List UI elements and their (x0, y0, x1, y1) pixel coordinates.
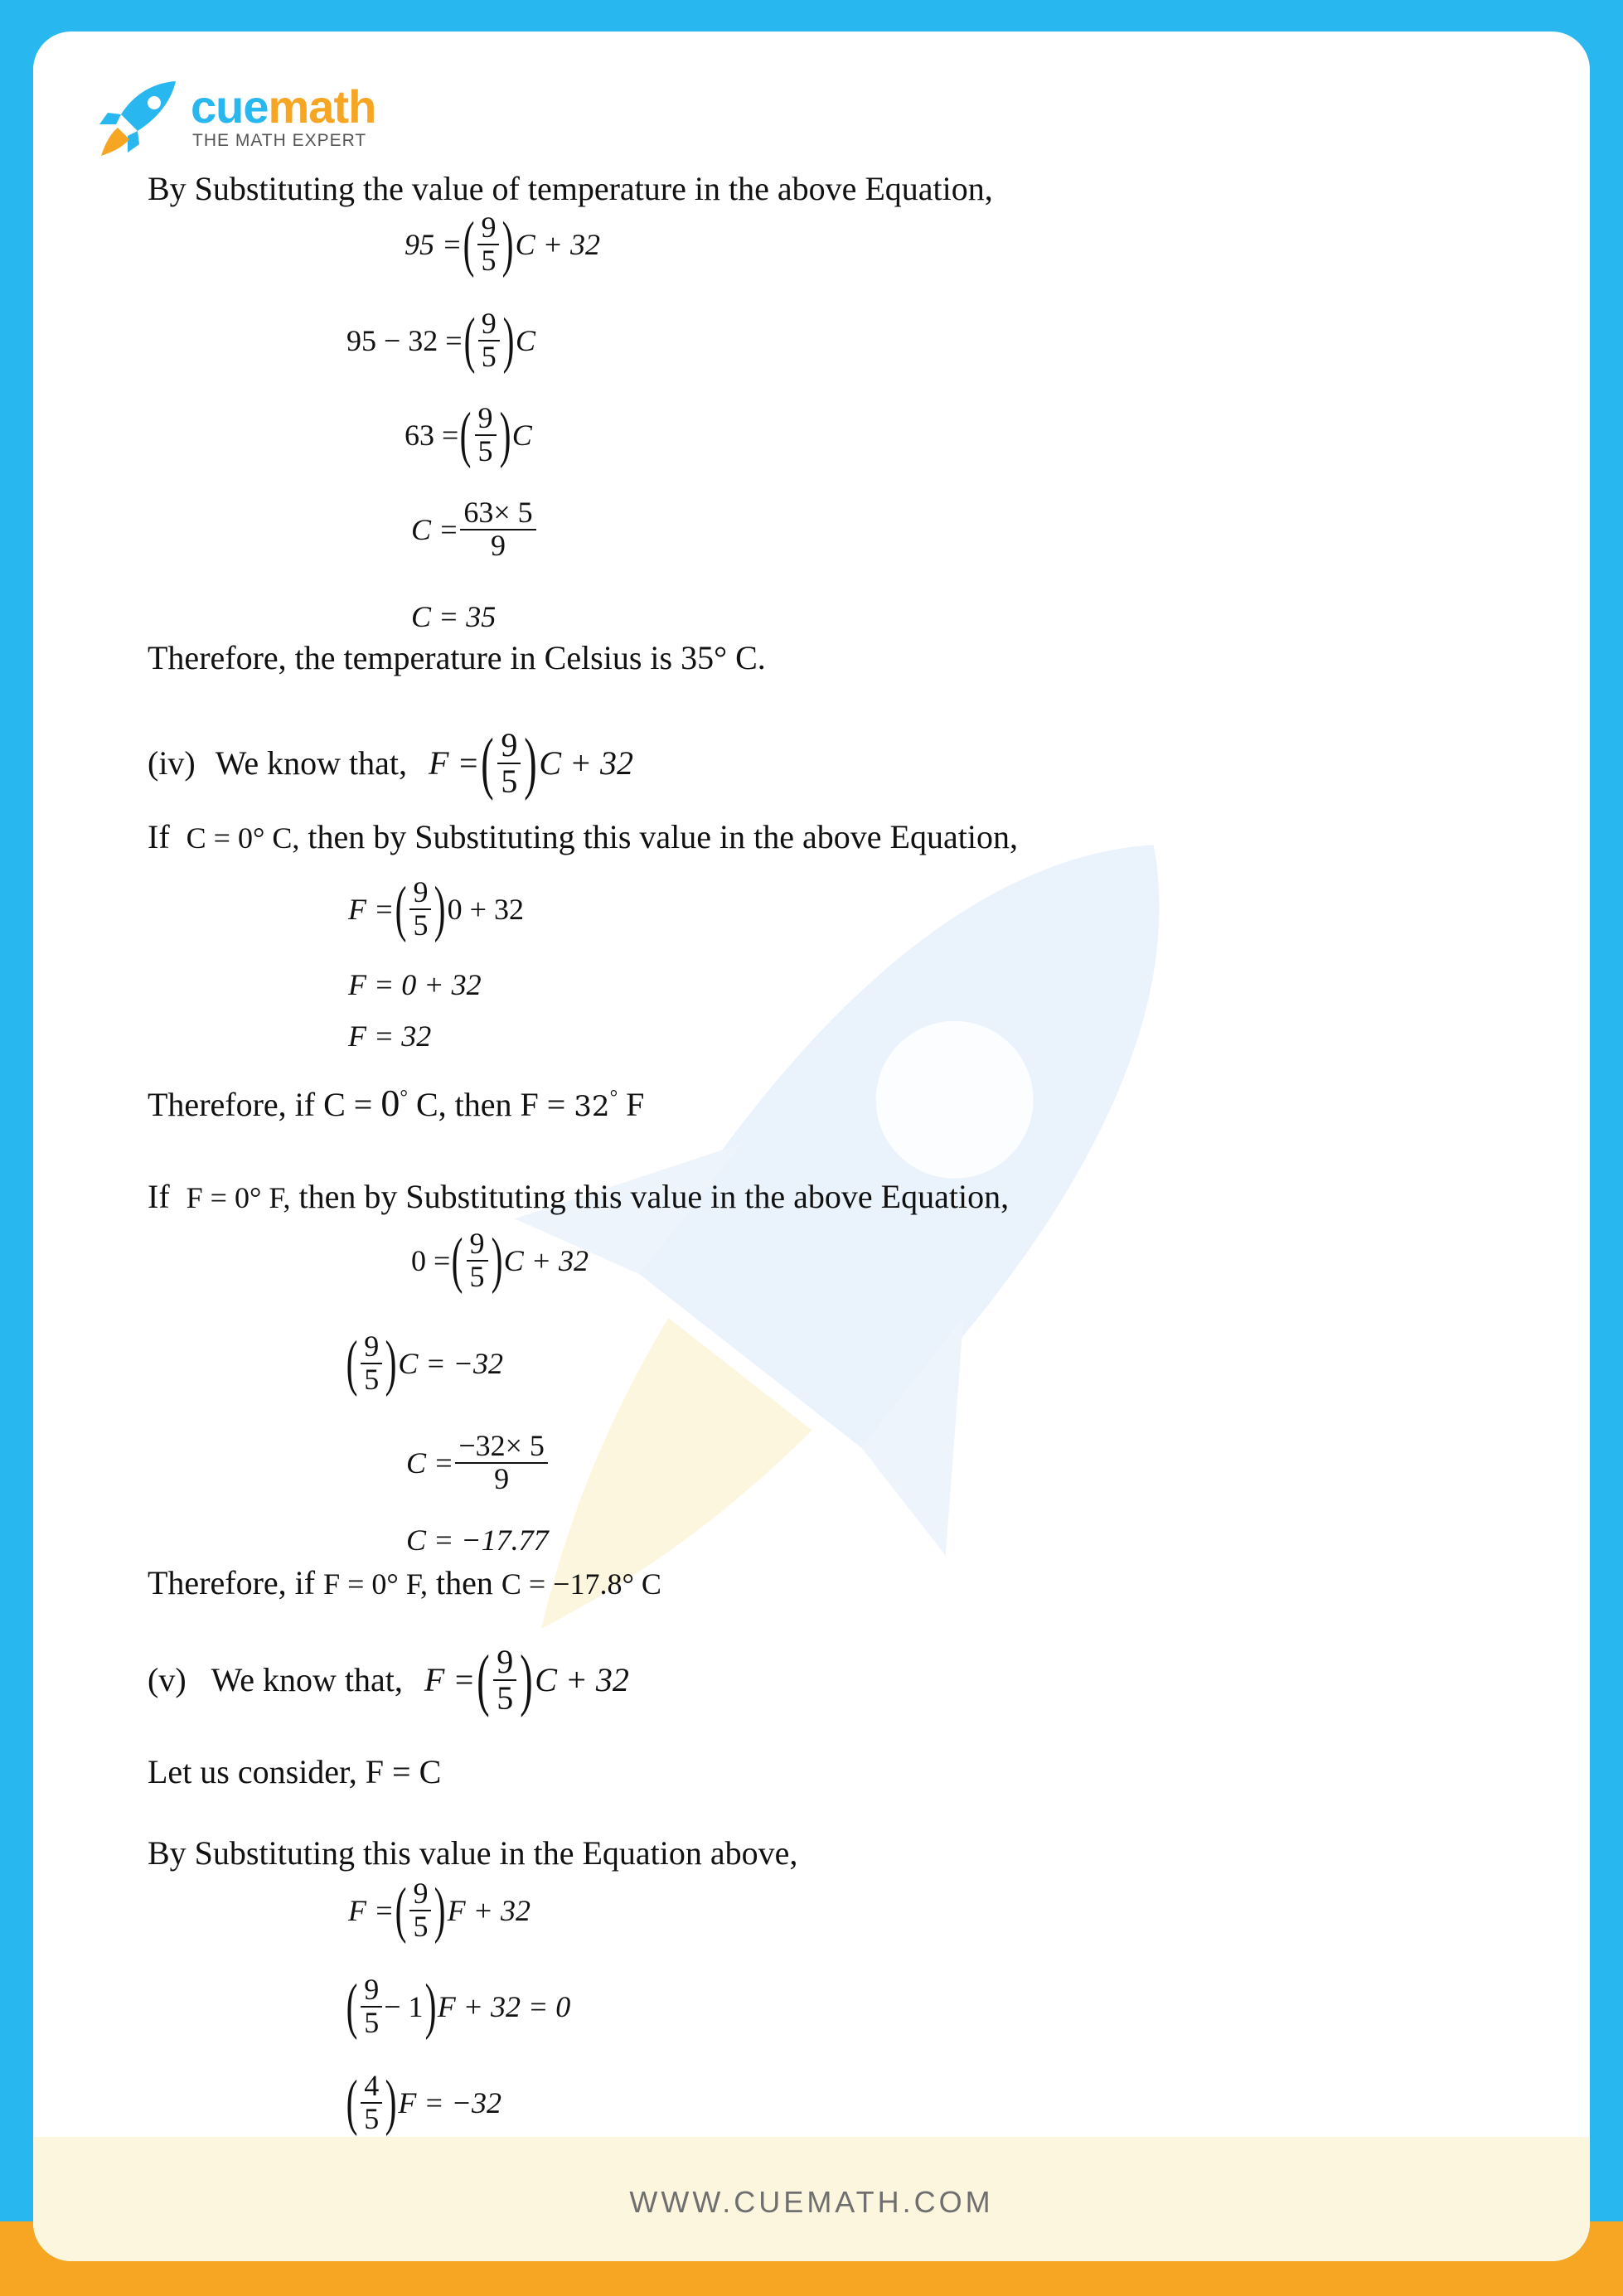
consider-text: Let us consider, F = C (148, 1753, 442, 1790)
substitute-text: By Substituting this value in the Equation above, (148, 1834, 798, 1872)
f-zero-conclusion: Therefore, if F = 0° F, then C = −17.8° C (148, 1564, 661, 1601)
equation-line: F = 0 + 32 (348, 968, 482, 1001)
left-brand-band (0, 0, 33, 141)
cuemath-rocket-logo-icon (93, 76, 184, 159)
brand-name-math: math (268, 80, 376, 133)
equation-line: F = 32 (348, 1020, 432, 1053)
equation-line: ( $\frac{9}{5}$ − 1 ) F + 32 = 0 (346, 1972, 571, 2041)
equation-line: 0 = ( $\frac{9}{5}$ ) C + 32 (411, 1226, 589, 1295)
brand-tagline: THE MATH EXPERT (192, 131, 367, 150)
part-iv-heading: (iv) We know that, F = ( $\frac{9}{5}$ ) C + 32 (148, 724, 634, 802)
c-zero-conclusion: Therefore, if C = 0° C, then F = 32° F (148, 1082, 645, 1124)
equation-line: C = $\frac{63\times 5}{9}$ (411, 497, 538, 562)
equation-line: 63 = ( $\frac{9}{5}$ ) C (405, 400, 532, 469)
page-card (33, 31, 1590, 2261)
brand-name-cue: cue (191, 80, 269, 133)
intro-text: By Substituting the value of temperature in the above Equation, (148, 170, 993, 207)
top-brand-band (0, 0, 1623, 33)
part-iii-conclusion: Therefore, the temperature in Celsius is 35° C. (148, 639, 766, 676)
part-iv-label: (iv) (148, 744, 196, 782)
equation-line: ( $\frac{4}{5}$ ) F = −32 (346, 2068, 501, 2137)
if-c-sentence: If C = 0° C, then by Substituting this value in the above Equation, (148, 818, 1018, 855)
part-v-heading: (v) We know that, F = ( $\frac{9}{5}$ ) C + 32 (148, 1641, 629, 1718)
equation-line: C = −17.77 (406, 1523, 549, 1557)
equation-line: F = ( $\frac{9}{5}$ ) F + 32 (348, 1876, 531, 1945)
equation-line: 95 = ( $\frac{9}{5}$ ) C + 32 (405, 210, 600, 279)
equation-line: C = 35 (411, 600, 497, 633)
brand-name (191, 80, 375, 133)
equation-line: ( $\frac{9}{5}$ ) C = −32 (346, 1329, 503, 1397)
equation-line: F = ( $\frac{9}{5}$ ) 0 + 32 (348, 874, 524, 943)
part-v-label: (v) (148, 1661, 187, 1698)
equation-line: 95 − 32 = ( $\frac{9}{5}$ ) C (346, 306, 535, 375)
equation-line: C = $\frac{-32\times 5}{9}$ (406, 1431, 550, 1495)
if-f-sentence: If F = 0° F, then by Substituting this value in the above Equation, (148, 1178, 1010, 1215)
footer-website[interactable]: WWW.CUEMATH.COM (629, 2185, 994, 2219)
